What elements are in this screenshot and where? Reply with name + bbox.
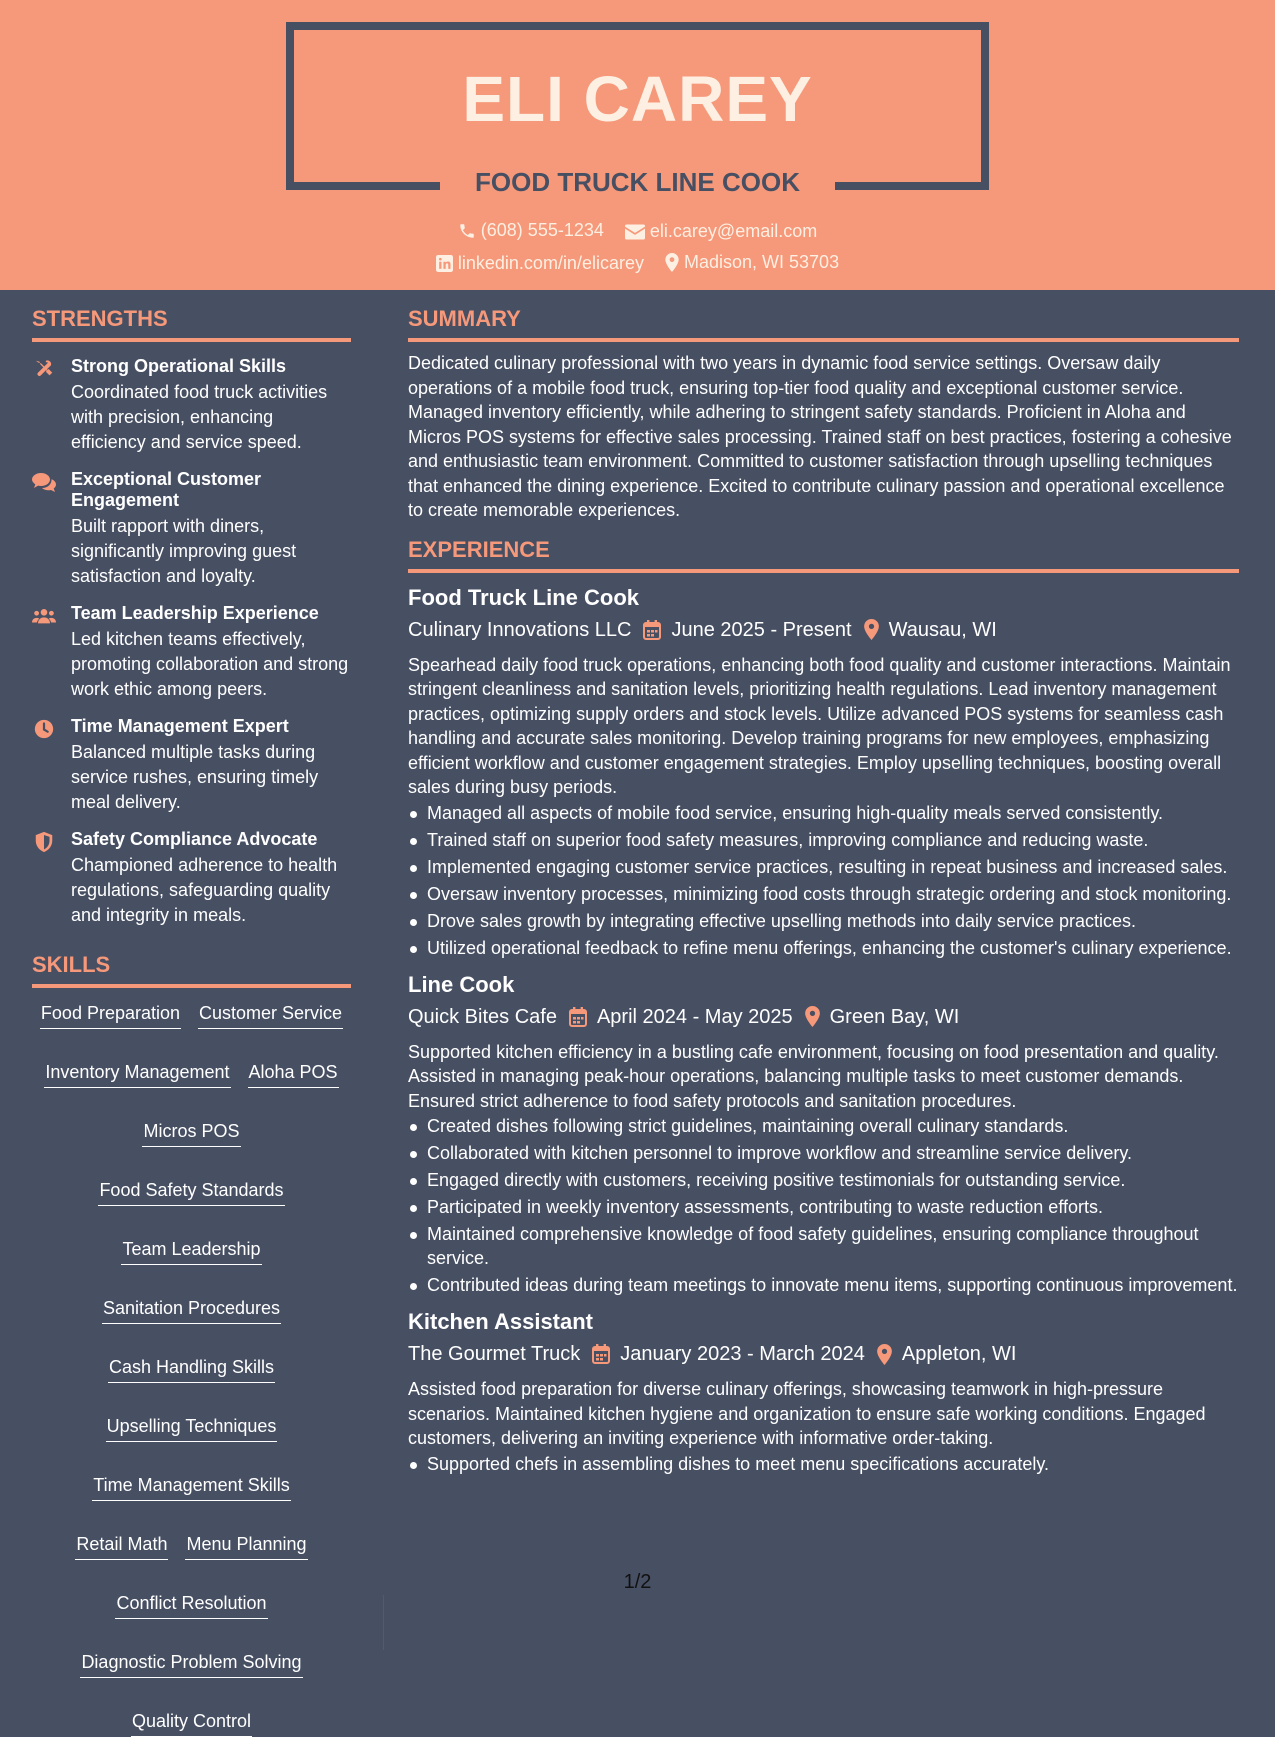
list-item: Drove sales growth by integrating effective upselling methods into daily service practices. [408,909,1239,933]
list-item: Collaborated with kitchen personnel to improve workflow and streamline service delivery. [408,1141,1239,1165]
list-item: Created dishes following strict guidelines, maintaining overall culinary standards. [408,1114,1239,1138]
experience-entry [408,970,1239,1298]
contact-location [665,252,839,273]
strength-description: Coordinated food truck activities with precision, enhancing efficiency and service speed. [71,382,328,452]
summary-text: Dedicated culinary professional with two years in dynamic food service settings. Oversaw daily operations of a mobile food truck, ensuring top-tier food quality and exceptional customer service. Managed inventory efficiently, while adhering to stringent safety standards. Proficient in Aloha and Micros POS systems for effective sales processing. Trained staff on best practices, fostering a cohesive and enthusiastic team environment. Committed to customer satisfaction through upselling techniques that enhanced the dining experience. Excited to contribute culinary passion and operational excellence to create memorable experiences. [408,353,1232,520]
experience-entry [408,1307,1239,1476]
skill-tag: Menu Planning [185,1531,307,1560]
contact-email[interactable] [625,221,817,242]
list-item: Oversaw inventory processes, minimizing food costs through strategic ordering and stock monitoring. [408,882,1239,906]
skill-tag: Quality Control [131,1708,252,1737]
job-bullets [408,1452,1239,1476]
job-meta [408,615,1239,645]
resume-header [0,0,1275,290]
job-location: Green Bay, WI [829,1005,960,1028]
list-item: Participated in weekly inventory assessments, contributing to waste reduction efforts. [408,1195,1239,1219]
linkedin-icon [436,255,453,272]
page-number: 1/2 [623,1571,652,1593]
contact-linkedin[interactable] [436,253,644,274]
location-text: Madison, WI 53703 [684,252,840,272]
job-role: Line Cook [408,971,515,997]
map-pin-icon [877,1344,892,1365]
strength-item [32,356,351,455]
job-company: Quick Bites Cafe [408,1005,557,1028]
shield-icon [32,831,56,853]
skill-tag: Aloha POS [248,1059,339,1088]
strength-item [32,469,351,589]
skill-tag: Team Leadership [121,1236,261,1265]
job-role: Kitchen Assistant [408,1309,594,1334]
candidate-title: FOOD TRUCK LINE COOK [475,167,800,197]
envelope-icon [625,224,645,240]
strength-title: Team Leadership Experience [71,603,319,623]
job-meta [408,1002,1239,1032]
strength-description: Led kitchen teams effectively, promoting collaboration and strong work ethic among peers. [71,629,349,699]
skill-tag: Retail Math [75,1531,168,1560]
map-pin-icon [665,253,679,272]
experience-entry [408,583,1239,960]
left-column [32,306,351,1737]
skill-tag: Conflict Resolution [115,1590,267,1619]
job-company: The Gourmet Truck [408,1343,581,1365]
list-item: Trained staff on superior food safety measures, improving compliance and reducing waste. [408,828,1239,852]
column-divider [383,1595,384,1650]
job-meta [408,1339,1239,1369]
calendar-icon [569,1007,587,1027]
list-item: Contributed ideas during team meetings to innovate menu items, supporting continuous improvement. [408,1273,1239,1297]
list-item: Supported chefs in assembling dishes to meet menu specifications accurately. [408,1452,1239,1476]
job-dates: June 2025 - Present [671,618,852,641]
strength-item [32,716,351,815]
strength-description: Balanced multiple tasks during service rushes, ensuring timely meal delivery. [71,742,319,812]
skill-tag: Sanitation Procedures [102,1295,281,1324]
calendar-icon [592,1344,610,1364]
skills-heading: SKILLS [32,952,351,988]
users-icon [32,605,56,627]
strength-item [32,603,351,702]
skill-tag: Customer Service [198,1000,343,1029]
contact-row-2 [0,252,1275,277]
skill-tag: Inventory Management [44,1059,230,1088]
strength-title: Safety Compliance Advocate [71,829,318,849]
skill-tag: Upselling Techniques [106,1413,278,1442]
job-description: Supported kitchen efficiency in a bustling cafe environment, focusing on food presentation and quality. Assisted in managing peak-hour operations, balancing multiple tasks to meet customer demands. Ensured strict adherence to food safety protocols and sanitation procedures. [408,1041,1219,1111]
list-item: Utilized operational feedback to refine menu offerings, enhancing the customer's culinary experience. [408,936,1239,960]
candidate-name: ELI CAREY [462,63,813,135]
clock-icon [32,718,56,740]
job-description: Spearhead daily food truck operations, enhancing both food quality and customer interactions. Maintain stringent cleanliness and sanitation levels, prioritizing health regulations. Lead inventory management practices, optimizing supply orders and stock levels. Utilize advanced POS systems for seamless cash handling and accurate sales monitoring. Develop training programs for new employees, emphasizing efficient workflow and customer engagement strategies. Employ upselling techniques, boosting overall sales during busy periods. [408,654,1231,797]
map-pin-icon [864,619,879,640]
job-bullets [408,801,1239,960]
phone-icon [458,222,476,240]
calendar-icon [643,620,661,640]
strength-description: Built rapport with diners, significantly improving guest satisfaction and loyalty. [71,516,297,586]
email-text: eli.carey@email.com [649,221,818,241]
linkedin-text: linkedin.com/in/elicarey [457,253,644,273]
skill-tag: Time Management Skills [92,1472,290,1501]
skill-tag: Cash Handling Skills [108,1354,275,1383]
map-pin-icon [805,1006,820,1027]
strength-description: Championed adherence to health regulations, safeguarding quality and integrity in meals. [71,855,338,925]
strength-item [32,829,351,928]
job-location: Wausau, WI [888,618,997,641]
job-dates: April 2024 - May 2025 [596,1005,793,1028]
summary-heading: SUMMARY [408,306,1239,342]
contact-row-1 [0,220,1275,245]
tools-icon [32,358,56,380]
skill-tag: Diagnostic Problem Solving [80,1649,302,1678]
job-dates: January 2023 - March 2024 [620,1343,865,1365]
skills-list [32,1000,351,1737]
job-description: Assisted food preparation for diverse culinary offerings, showcasing teamwork in high-pressure scenarios. Maintained kitchen hygiene and organization to ensure safe working conditions. Engaged customers, delivering an inviting experience with informative order-taking. [408,1379,1206,1448]
skill-tag: Food Safety Standards [98,1177,284,1206]
strength-title: Time Management Expert [71,716,289,736]
job-role: Food Truck Line Cook [408,584,640,610]
strengths-heading: STRENGTHS [32,306,351,342]
job-bullets [408,1114,1239,1297]
job-company: Culinary Innovations LLC [408,618,632,641]
skill-tag: Micros POS [142,1118,240,1147]
strength-title: Strong Operational Skills [71,356,287,376]
job-location: Appleton, WI [901,1343,1017,1365]
phone-text: (608) 555-1234 [480,220,604,240]
right-column [408,306,1239,1479]
list-item: Engaged directly with customers, receiving positive testimonials for outstanding service. [408,1168,1239,1192]
contact-phone[interactable] [458,220,604,241]
experience-heading: EXPERIENCE [408,537,1239,573]
list-item: Maintained comprehensive knowledge of food safety guidelines, ensuring compliance throughout service. [408,1222,1239,1270]
list-item: Implemented engaging customer service practices, resulting in repeat business and increased sales. [408,855,1239,879]
chat-icon [32,471,56,493]
list-item: Managed all aspects of mobile food service, ensuring high-quality meals served consistently. [408,801,1239,825]
skill-tag: Food Preparation [40,1000,181,1029]
strength-title: Exceptional Customer Engagement [71,469,262,510]
